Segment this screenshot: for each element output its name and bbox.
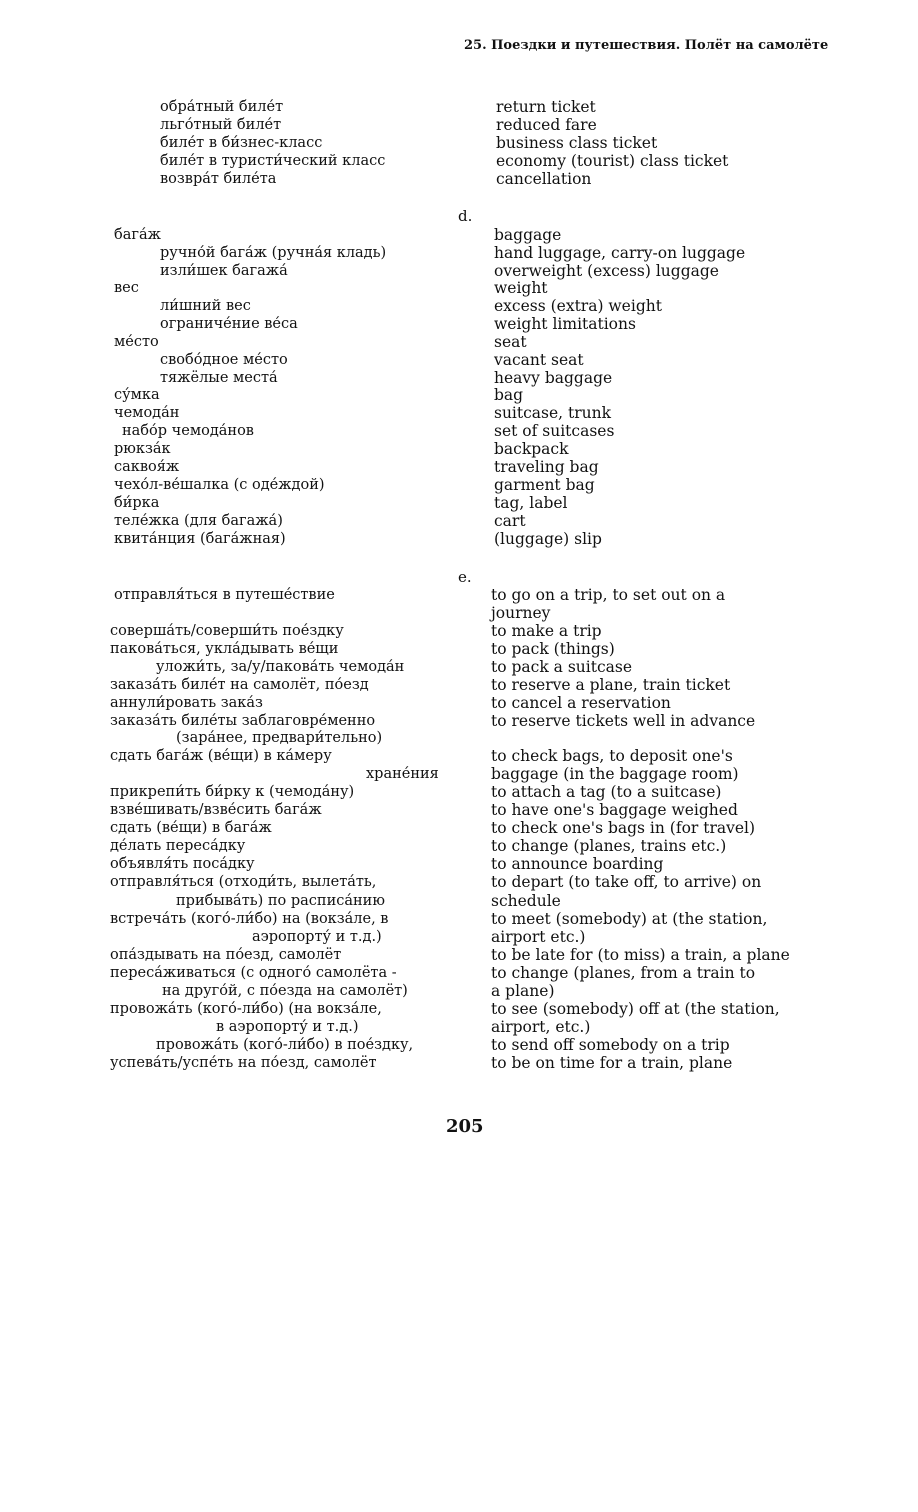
term-russian: в аэропорту́ и т.д.)	[216, 1019, 359, 1035]
term-english: tag, label	[494, 494, 568, 512]
term-english: to check bags, to deposit one's	[491, 747, 733, 765]
term-english: garment bag	[494, 476, 595, 494]
term-russian: обра́тный биле́т	[160, 99, 284, 115]
term-russian: провожа́ть (кого́-ли́бо) в пое́здку,	[156, 1037, 414, 1053]
term-russian: ли́шний вес	[160, 298, 251, 314]
term-russian: ме́сто	[114, 334, 159, 350]
term-russian: де́лать переса́дку	[110, 838, 246, 854]
running-header: 25. Поездки и путешествия. Полёт на самолёте	[464, 38, 829, 53]
term-english: a plane)	[491, 982, 555, 1000]
term-russian: сдать бага́ж (ве́щи) в ка́меру	[110, 748, 332, 764]
term-russian: ручно́й бага́ж (ручна́я кладь)	[160, 245, 387, 261]
term-russian: успева́ть/успе́ть на по́езд, самолёт	[110, 1055, 377, 1071]
term-russian: отправля́ться в путеше́ствие	[114, 587, 335, 603]
term-russian: аэропорту́ и т.д.)	[252, 929, 382, 945]
term-english: to reserve tickets well in advance	[491, 712, 756, 730]
term-russian: саквоя́ж	[114, 459, 180, 475]
term-russian: уложи́ть, за/у/пакова́ть чемода́н	[156, 659, 405, 675]
term-russian: прикрепи́ть би́рку к (чемода́ну)	[110, 784, 355, 800]
term-english: hand luggage, carry-on luggage	[494, 244, 746, 262]
term-english: to reserve a plane, train ticket	[491, 676, 731, 694]
term-english: schedule	[491, 892, 561, 910]
term-russian: провожа́ть (кого́-ли́бо) (на вокза́ле,	[110, 1001, 382, 1017]
term-english: to go on a trip, to set out on a	[491, 586, 726, 604]
term-english: airport, etc.)	[491, 1018, 591, 1036]
term-russian: льго́тный биле́т	[160, 117, 282, 133]
term-english: to check one's bags in (for travel)	[491, 819, 756, 837]
term-english: to meet (somebody) at (the station,	[491, 910, 768, 928]
term-russian: квита́нция (бага́жная)	[114, 531, 286, 547]
term-russian: теле́жка (для багажа́)	[114, 513, 283, 529]
term-english: to be late for (to miss) a train, a plane	[491, 946, 790, 964]
term-russian: чехо́л-ве́шалка (с оде́ждой)	[114, 477, 325, 493]
term-english: cart	[494, 512, 526, 530]
term-russian: ограниче́ние ве́са	[160, 316, 298, 332]
term-russian: прибыва́ть) по расписа́нию	[176, 893, 385, 909]
term-russian: заказа́ть биле́ты заблаговре́менно	[110, 713, 376, 729]
term-russian: биле́т в би́знес-класс	[160, 135, 323, 151]
term-english: to change (planes, trains etc.)	[491, 837, 727, 855]
term-english: set of suitcases	[494, 422, 615, 440]
term-russian: взве́шивать/взве́сить бага́ж	[110, 802, 322, 818]
term-russian: вес	[114, 280, 139, 296]
term-russian: пакова́ться, укла́дывать ве́щи	[110, 641, 339, 657]
term-english: seat	[494, 333, 527, 351]
term-english: cancellation	[496, 170, 592, 188]
term-russian: возвра́т биле́та	[160, 171, 277, 187]
term-russian: объявля́ть поса́дку	[110, 856, 255, 872]
term-russian: изли́шек багажа́	[160, 263, 288, 279]
section-marker-d: d.	[458, 207, 473, 225]
term-english: business class ticket	[496, 134, 658, 152]
term-english: return ticket	[496, 98, 596, 116]
term-russian: (зара́нее, предвари́тельно)	[176, 730, 383, 746]
term-english: heavy baggage	[494, 369, 613, 387]
term-russian: соверша́ть/соверши́ть пое́здку	[110, 623, 344, 639]
term-english: backpack	[494, 440, 569, 458]
term-russian: свобо́дное ме́сто	[160, 352, 288, 368]
term-english: to send off somebody on a trip	[491, 1036, 730, 1054]
term-russian: набо́р чемода́нов	[122, 423, 254, 439]
term-english: economy (tourist) class ticket	[496, 152, 729, 170]
term-russian: заказа́ть биле́т на самолёт, по́езд	[110, 677, 369, 693]
term-russian: биле́т в туристи́ческий класс	[160, 153, 386, 169]
term-english: to be on time for a train, plane	[491, 1054, 733, 1072]
term-english: to change (planes, from a train to	[491, 964, 756, 982]
term-english: baggage	[494, 226, 562, 244]
term-russian: тяжёлые места́	[160, 370, 278, 386]
term-russian: бага́ж	[114, 227, 161, 243]
term-russian: би́рка	[114, 495, 160, 511]
term-russian: хране́ния	[366, 766, 439, 782]
term-english: to depart (to take off, to arrive) on	[491, 873, 762, 891]
term-russian: чемода́н	[114, 405, 180, 421]
term-english: reduced fare	[496, 116, 597, 134]
term-english: weight	[494, 279, 548, 297]
term-english: to pack a suitcase	[491, 658, 632, 676]
page-number: 205	[446, 1116, 484, 1137]
term-english: bag	[494, 386, 524, 404]
term-english: to make a trip	[491, 622, 602, 640]
section-marker-e: e.	[458, 568, 472, 586]
term-english: (luggage) slip	[494, 530, 602, 548]
term-english: suitcase, trunk	[494, 404, 612, 422]
term-russian: рюкза́к	[114, 441, 171, 457]
term-russian: сдать (ве́щи) в бага́ж	[110, 820, 272, 836]
term-english: traveling bag	[494, 458, 599, 476]
term-russian: на друго́й, с по́езда на самолёт)	[162, 983, 408, 999]
term-english: weight limitations	[494, 315, 636, 333]
term-russian: отправля́ться (отходи́ть, вылета́ть,	[110, 874, 377, 890]
term-russian: встреча́ть (кого́-ли́бо) на (вокза́ле, в	[110, 911, 389, 927]
term-english: vacant seat	[494, 351, 584, 369]
term-english: to pack (things)	[491, 640, 615, 658]
term-english: to announce boarding	[491, 855, 664, 873]
term-russian: су́мка	[114, 387, 160, 403]
term-english: to see (somebody) off at (the station,	[491, 1000, 780, 1018]
term-russian: опа́здывать на по́езд, самолёт	[110, 947, 342, 963]
term-english: airport etc.)	[491, 928, 586, 946]
term-english: to cancel a reservation	[491, 694, 671, 712]
term-english: to attach a tag (to a suitcase)	[491, 783, 722, 801]
term-english: to have one's baggage weighed	[491, 801, 738, 819]
term-russian: переса́живаться (с одного́ самолёта -	[110, 965, 397, 981]
term-english: overweight (excess) luggage	[494, 262, 719, 280]
term-english: journey	[491, 604, 551, 622]
term-russian: аннули́ровать зака́з	[110, 695, 263, 711]
term-english: baggage (in the baggage room)	[491, 765, 739, 783]
term-english: excess (extra) weight	[494, 297, 662, 315]
